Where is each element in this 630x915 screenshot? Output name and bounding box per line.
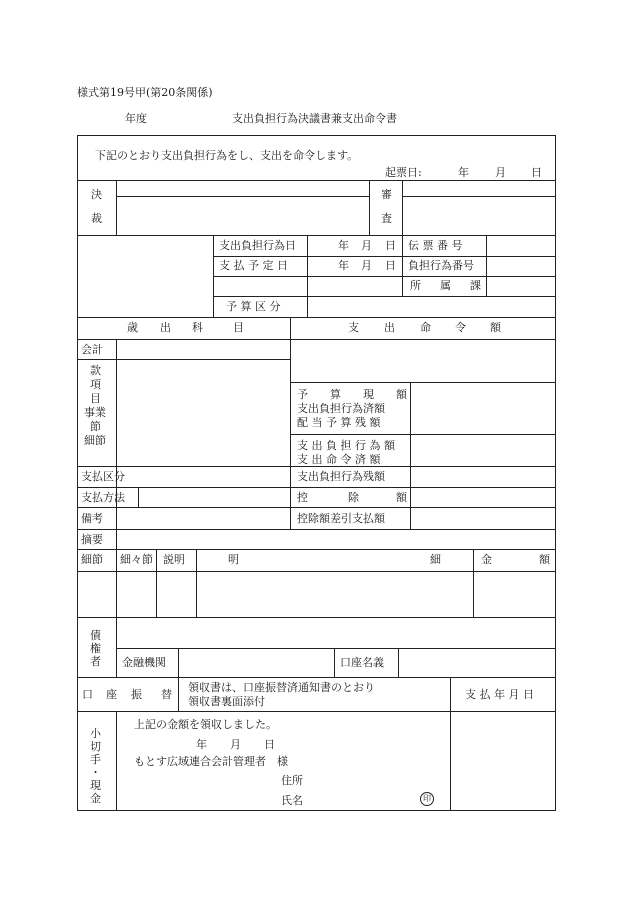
grid-line xyxy=(290,382,556,383)
order-header-3: 命 xyxy=(420,321,431,334)
allocation-balance-label: 配 当 予 算 残 額 xyxy=(297,416,381,429)
day-label: 日 xyxy=(385,259,396,272)
grid-line xyxy=(77,571,556,572)
grid-line xyxy=(116,196,369,197)
month-label: 月 xyxy=(361,259,372,272)
setsu-label: 節 xyxy=(90,420,101,433)
grid-line xyxy=(402,235,403,297)
grid-line xyxy=(369,180,370,235)
order-header-1: 支 xyxy=(348,321,359,334)
grid-line xyxy=(450,677,451,811)
grid-line xyxy=(402,180,403,235)
receipt-label-5: 現 xyxy=(90,779,101,792)
subject-header-1: 歳 xyxy=(127,321,138,334)
shinsa-label-2: 査 xyxy=(381,212,392,225)
commitment-amount-label: 支 出 負 担 行 為 額 xyxy=(297,439,395,452)
transfer-note-2: 領収書裏面添付 xyxy=(188,695,265,708)
receipt-label-4: ・ xyxy=(90,766,101,779)
col-sai: 細 xyxy=(430,553,441,566)
grid-line xyxy=(178,648,179,677)
col-saisetsu: 細節 xyxy=(81,553,103,566)
commitment-date-label: 支出負担行為日 xyxy=(219,239,296,252)
grid-line xyxy=(77,235,556,236)
grid-line xyxy=(213,256,556,257)
creditor-label-1: 債 xyxy=(90,629,101,642)
saisetsu-label: 細節 xyxy=(84,434,106,447)
budget-current-4: 額 xyxy=(396,388,407,401)
receipt-manager: もとす広域連合会計管理者 様 xyxy=(134,755,288,768)
commitment-no-label: 負担行為番号 xyxy=(408,259,474,272)
payment-method-label: 支払方法 xyxy=(81,491,125,504)
col-saisaisetsu: 細々節 xyxy=(120,553,153,566)
budget-current-1: 予 xyxy=(297,388,308,401)
budget-class-label: 予 算 区 分 xyxy=(226,300,281,313)
transfer-note-1: 領収書は、口座振替済通知書のとおり xyxy=(188,681,375,694)
grid-line xyxy=(77,507,556,508)
grid-line xyxy=(116,549,117,617)
grid-line xyxy=(156,549,157,617)
grid-line xyxy=(398,648,399,677)
grid-line xyxy=(77,317,556,318)
col-kin: 金 xyxy=(481,553,492,566)
remarks-label: 備考 xyxy=(81,512,103,525)
form-number: 様式第19号甲(第20条関係) xyxy=(77,86,213,99)
budget-current-2: 算 xyxy=(330,388,341,401)
grid-line xyxy=(334,648,335,677)
summary-label: 摘要 xyxy=(81,533,103,546)
intro-statement: 下記のとおり支出負担行為をし、支出を命令します。 xyxy=(95,149,359,162)
shinsa-label-1: 審 xyxy=(381,188,392,201)
payment-date-heading: 支 払 年 月 日 xyxy=(465,688,534,701)
receipt-year-label: 年 xyxy=(196,738,207,751)
moku-label: 目 xyxy=(90,392,101,405)
subject-header-4: 目 xyxy=(233,321,244,334)
grid-line xyxy=(196,549,197,617)
dept-label-3: 課 xyxy=(470,279,481,292)
deduction-1: 控 xyxy=(297,491,308,504)
issue-year-label: 年 xyxy=(458,166,469,179)
grid-line xyxy=(473,549,474,617)
budget-current-3: 現 xyxy=(363,388,374,401)
grid-line xyxy=(290,434,556,435)
order-header-4: 令 xyxy=(455,321,466,334)
year-label: 年 xyxy=(338,259,349,272)
receipt-label-6: 金 xyxy=(90,792,101,805)
grid-line xyxy=(116,180,117,235)
kou-label: 項 xyxy=(90,378,101,391)
receipt-line-1: 上記の金額を領収しました。 xyxy=(134,718,277,731)
transfer-label-2: 座 xyxy=(106,688,117,701)
col-mei: 明 xyxy=(228,553,239,566)
bank-label: 金融機関 xyxy=(122,656,166,669)
transfer-label-1: 口 xyxy=(82,688,93,701)
day-label: 日 xyxy=(385,239,396,252)
grid-line xyxy=(213,276,556,277)
col-setsumei: 説明 xyxy=(163,553,185,566)
receipt-name-label: 氏名 xyxy=(281,794,303,807)
year-label: 年 xyxy=(338,239,349,252)
receipt-address-label: 住所 xyxy=(281,774,303,787)
subject-header-3: 科 xyxy=(192,321,203,334)
transfer-label-4: 替 xyxy=(161,688,172,701)
grid-line xyxy=(116,617,117,677)
kessai-label-2: 裁 xyxy=(91,212,102,225)
month-label: 月 xyxy=(361,239,372,252)
grid-line xyxy=(410,382,411,529)
issue-month-label: 月 xyxy=(495,166,506,179)
order-header-5: 額 xyxy=(490,321,501,334)
form-title: 支出負担行為決議書兼支出命令書 xyxy=(232,112,397,125)
dept-label-1: 所 xyxy=(410,279,421,292)
issue-date-label: 起票日: xyxy=(385,166,422,179)
committed-label: 支出負担行為済額 xyxy=(297,402,385,415)
grid-line xyxy=(116,648,556,649)
grid-line xyxy=(116,339,117,549)
payment-date-label: 支 払 予 定 日 xyxy=(219,259,288,272)
grid-line xyxy=(178,677,179,711)
payment-category-label: 支払区分 xyxy=(81,470,125,483)
grid-line xyxy=(77,617,556,618)
grid-line xyxy=(77,677,556,678)
grid-line xyxy=(213,235,214,317)
transfer-label-3: 振 xyxy=(131,688,142,701)
grid-line xyxy=(307,235,308,317)
receipt-label-3: 手 xyxy=(90,753,101,766)
grid-line xyxy=(77,339,556,340)
grid-line xyxy=(77,180,556,181)
grid-line xyxy=(290,317,291,529)
commitment-balance-label: 支出負担行為残額 xyxy=(297,470,385,483)
net-payment-label: 控除額差引支払額 xyxy=(297,512,385,525)
grid-line xyxy=(77,359,290,360)
deduction-2: 除 xyxy=(348,491,359,504)
account-label: 会計 xyxy=(81,343,103,356)
deduction-3: 額 xyxy=(396,491,407,504)
receipt-month-label: 月 xyxy=(230,738,241,751)
seal-mark: 印 xyxy=(420,792,434,806)
order-header-2: 出 xyxy=(384,321,395,334)
issue-day-label: 日 xyxy=(531,166,542,179)
order-done-label: 支 出 命 令 済 額 xyxy=(297,453,381,466)
grid-line xyxy=(486,235,487,297)
grid-line xyxy=(138,487,139,507)
kan-label: 款 xyxy=(90,364,101,377)
kessai-label-1: 決 xyxy=(91,188,102,201)
creditor-label-3: 者 xyxy=(90,655,101,668)
receipt-day-label: 日 xyxy=(264,738,275,751)
grid-line xyxy=(77,711,556,712)
subject-header-2: 出 xyxy=(160,321,171,334)
receipt-label-2: 切 xyxy=(90,740,101,753)
voucher-no-label: 伝 票 番 号 xyxy=(408,239,463,252)
jigyo-label: 事業 xyxy=(84,406,106,419)
account-name-label: 口座名義 xyxy=(340,656,384,669)
grid-line xyxy=(77,529,556,530)
creditor-label-2: 権 xyxy=(90,642,101,655)
col-gaku: 額 xyxy=(539,553,550,566)
grid-line xyxy=(77,487,556,488)
grid-line xyxy=(77,549,556,550)
grid-line xyxy=(116,711,117,811)
dept-label-2: 属 xyxy=(440,279,451,292)
grid-line xyxy=(213,296,556,297)
fiscal-year-label: 年度 xyxy=(125,112,147,125)
receipt-label-1: 小 xyxy=(90,727,101,740)
grid-line xyxy=(77,466,556,467)
grid-line xyxy=(402,196,556,197)
